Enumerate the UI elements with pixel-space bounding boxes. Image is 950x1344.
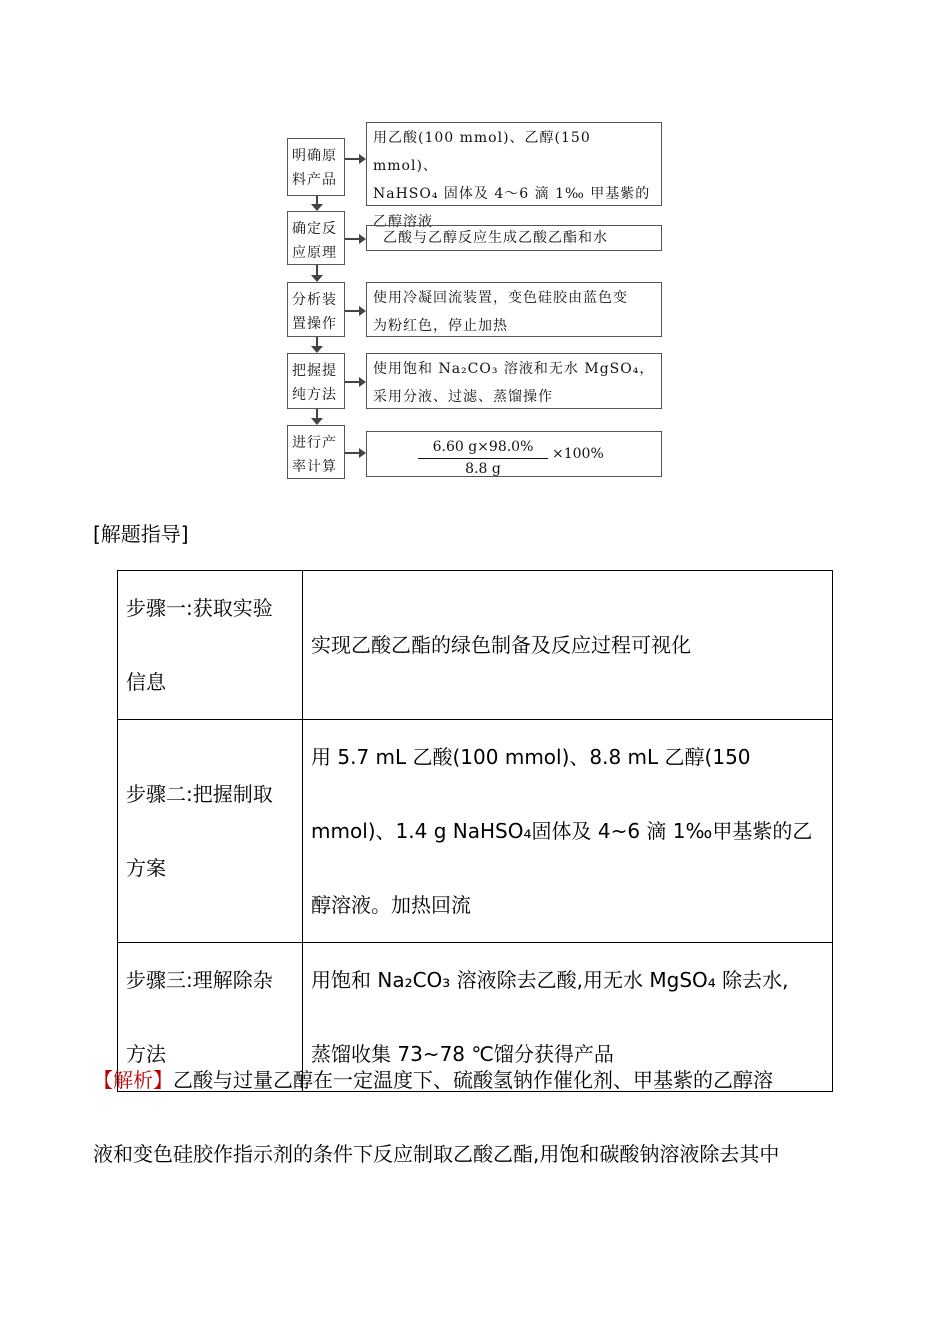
- flow-arrowhead: [311, 275, 323, 282]
- flow-content-line: 使用冷凝回流装置，变色硅胶由蓝色变: [373, 290, 628, 306]
- flow-label-line: 应原理: [292, 245, 337, 261]
- flow-step-content: [366, 122, 662, 230]
- flow-step-label: [287, 353, 345, 409]
- analysis-line: 液和变色硅胶作指示剂的条件下反应制取乙酸乙酯,用饱和碳酸钠溶液除去其中: [93, 1142, 780, 1166]
- flow-connector: [316, 265, 318, 275]
- fraction-denominator: 8.8 g: [465, 461, 501, 477]
- guide-table: [117, 570, 833, 1092]
- step-cell: [118, 571, 303, 720]
- flow-arrowhead: [359, 234, 366, 244]
- flow-step-content: [366, 282, 662, 337]
- flow-arrow: [345, 381, 359, 383]
- flow-label-line: 确定反: [292, 221, 337, 237]
- flow-label-line: 率计算: [292, 459, 337, 475]
- flow-content-line: 乙醇溶液: [373, 214, 433, 230]
- content-line: 醇溶液。加热回流: [311, 893, 471, 917]
- yield-fraction: [418, 437, 548, 479]
- flow-arrowhead: [359, 154, 366, 164]
- flow-label-line: 把握提: [292, 363, 337, 379]
- content-line: 用 5.7 mL 乙酸(100 mmol)、8.8 mL 乙醇(150: [311, 745, 751, 769]
- flow-content-line: 为粉红色，停止加热: [373, 318, 508, 334]
- flow-connector: [316, 196, 318, 204]
- flow-arrow: [345, 158, 359, 160]
- flow-label-line: 置操作: [292, 316, 337, 332]
- step-line: 步骤二:把握制取: [126, 782, 273, 806]
- flow-arrowhead: [359, 448, 366, 458]
- flow-connector: [316, 409, 318, 418]
- content-line: 用饱和 Na₂CO₃ 溶液除去乙酸,用无水 MgSO₄ 除去水,: [311, 968, 789, 992]
- flow-content-line: 用乙酸(100 mmol)、乙醇(150 mmol)、: [373, 130, 591, 174]
- flow-arrowhead: [359, 306, 366, 316]
- flow-step-content: [366, 225, 662, 251]
- flow-arrow: [345, 452, 359, 454]
- analysis-text: 乙酸与过量乙醇在一定温度下、硫酸氢钠作催化剂、甲基紫的乙醇溶: [173, 1068, 773, 1092]
- flow-content-line: NaHSO₄ 固体及 4～6 滴 1‰ 甲基紫的: [373, 186, 651, 202]
- step-line: 方案: [126, 856, 166, 880]
- flow-connector: [316, 337, 318, 346]
- flow-step-label: [287, 282, 345, 337]
- flow-label-line: 料产品: [292, 172, 337, 188]
- flow-arrowhead: [359, 377, 366, 387]
- flow-arrowhead: [311, 204, 323, 211]
- analysis-tag: 【解析】: [93, 1068, 173, 1092]
- section-heading: [解题指导]: [93, 522, 189, 546]
- flow-arrow: [345, 238, 359, 240]
- step-line: 步骤一:获取实验: [126, 596, 273, 620]
- content-line: mmol)、1.4 g NaHSO₄固体及 4~6 滴 1‰甲基紫的乙: [311, 819, 813, 843]
- step-line: 方法: [126, 1042, 166, 1066]
- step-line: 信息: [126, 670, 166, 694]
- content-cell: [303, 571, 833, 720]
- flow-content-line: 乙酸与乙醇反应生成乙酸乙酯和水: [383, 230, 608, 246]
- flow-label-line: 分析装: [292, 292, 337, 308]
- step-line: 步骤三:理解除杂: [126, 968, 273, 992]
- flow-label-line: 明确原: [292, 148, 337, 164]
- flow-label-line: 纯方法: [292, 387, 337, 403]
- flow-step-content: [366, 353, 662, 409]
- flow-content-line: 使用饱和 Na₂CO₃ 溶液和无水 MgSO₄，: [373, 361, 655, 377]
- flow-arrowhead: [311, 418, 323, 425]
- content-line: 蒸馏收集 73~78 ℃馏分获得产品: [311, 1042, 614, 1066]
- flow-label-line: 进行产: [292, 435, 337, 451]
- table-row: [118, 720, 833, 943]
- flow-step-label: [287, 138, 345, 196]
- flow-step-label: [287, 425, 345, 479]
- analysis-line: [93, 1066, 863, 1094]
- flow-arrow: [345, 310, 359, 312]
- flow-step-label: [287, 211, 345, 265]
- fraction-numerator: 6.60 g×98.0%: [418, 437, 548, 459]
- flow-arrowhead: [311, 346, 323, 353]
- fraction-multiplier: ×100%: [552, 446, 604, 462]
- flow-content-line: 采用分液、过滤、蒸馏操作: [373, 389, 553, 405]
- content-line: 实现乙酸乙酯的绿色制备及反应过程可视化: [311, 633, 691, 657]
- content-cell: [303, 720, 833, 943]
- step-cell: [118, 720, 303, 943]
- table-row: [118, 571, 833, 720]
